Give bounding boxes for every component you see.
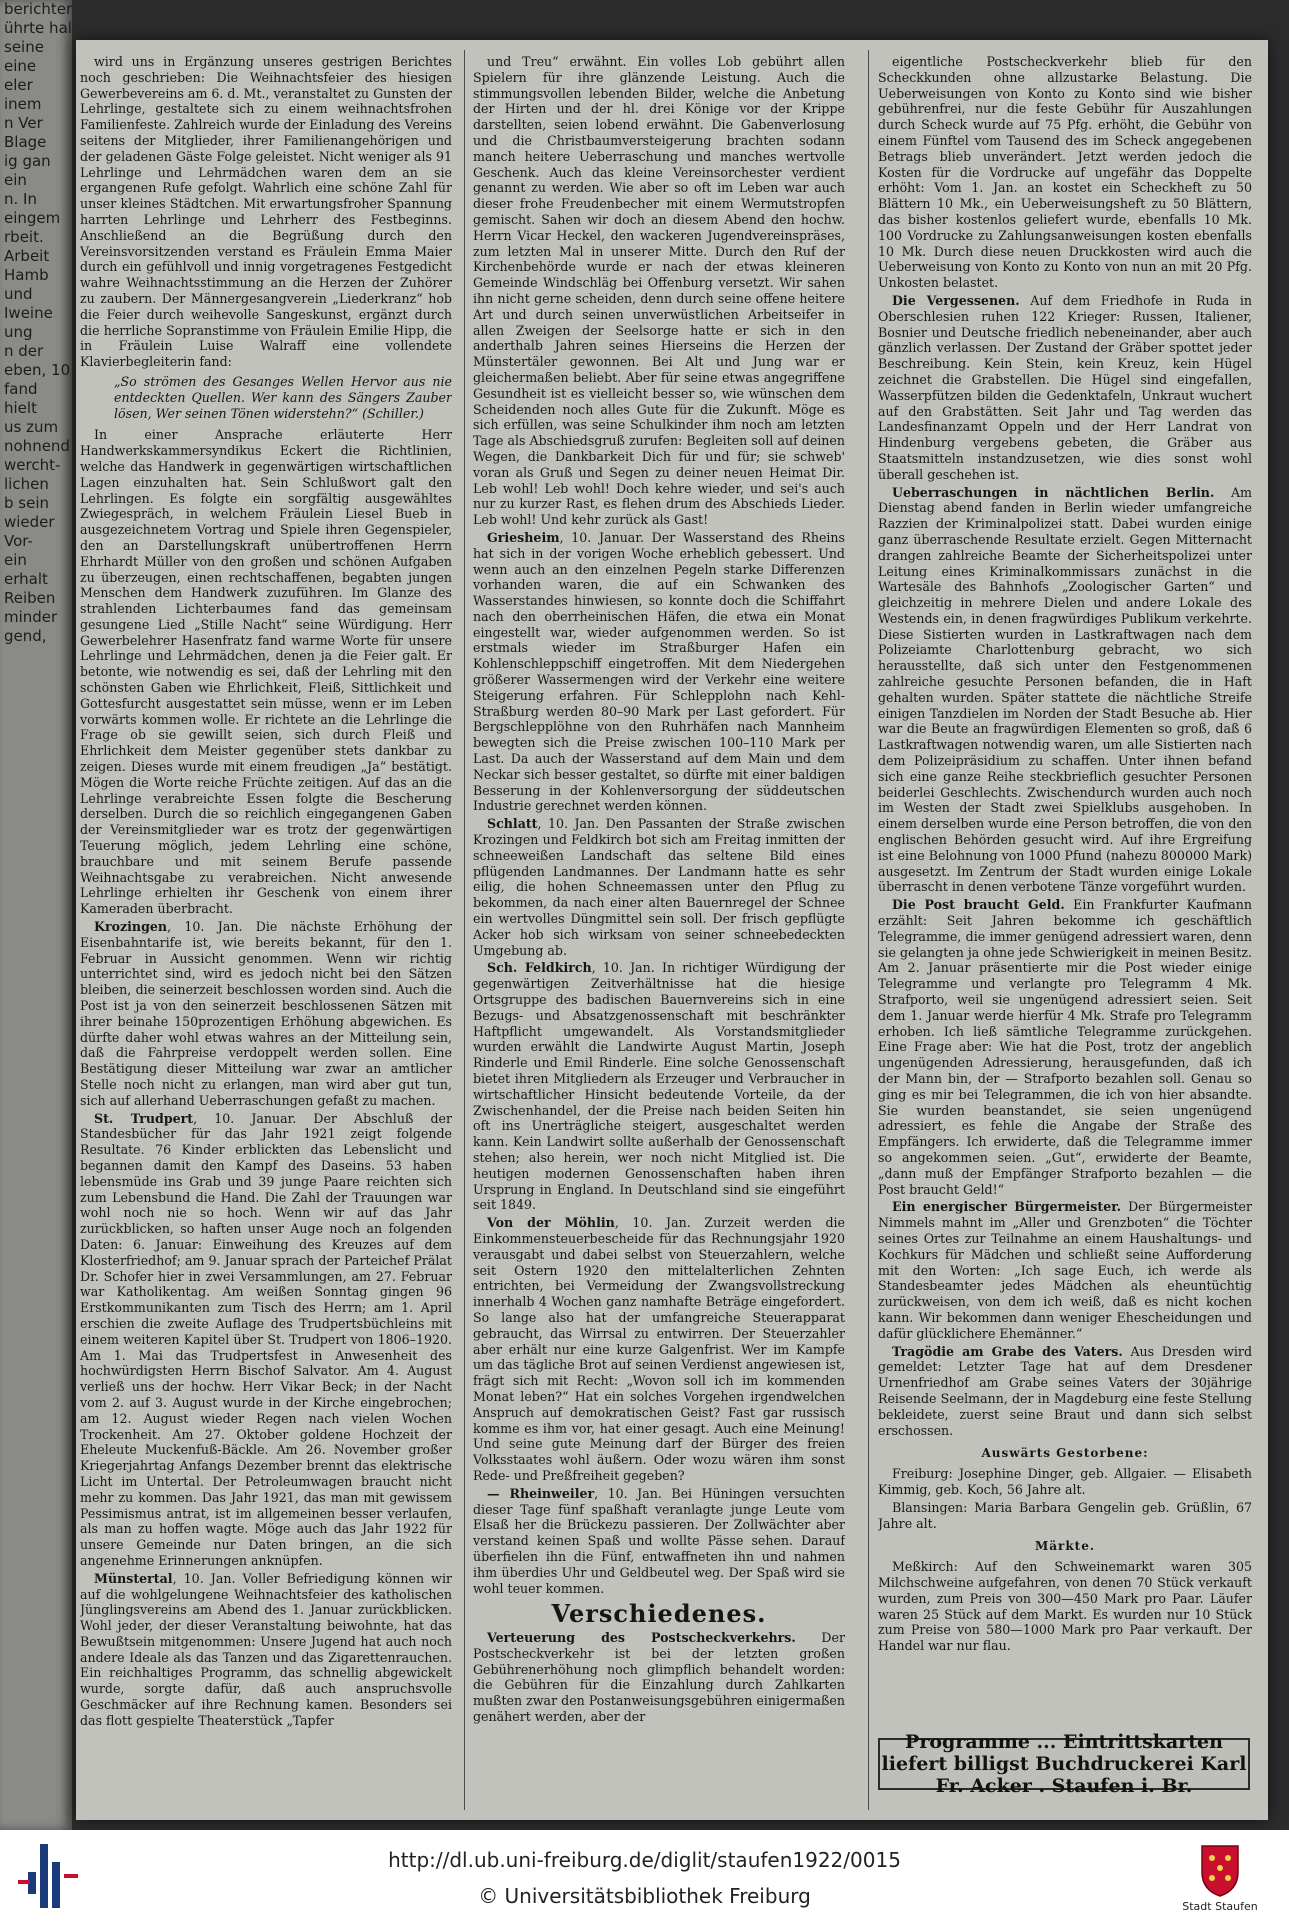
article-paragraph: Von der Möhlin, 10. Jan. Zurzeit werden die Einkommensteuerbescheide für das Rechnungsjahr 1920 verausgabt und dabei selbst von Steuerzahlern, welche seit Ostern 1920 den mittelalterlichen Zehnten entrichten, bei Vermeidung der Zwangsvollstreckung innerhalb 4 Wochen ganz namhafte Beträge eingefordert. So lange also hat der umfangreiche Steuerapparat gebraucht, das Wirrsal zu entwirren. Der Steuerzahler aber erhält nur eine kurze Galgenfrist. Wer im Kampfe um das tägliche Brot auf seinen Verdienst angewiesen ist, frägt sich mit Recht: „Wovon soll ich im kommenden Monat leben?“ Hat ein solches Vorgehen irgendwelchen Anspruch auf demokratischen Geist? Fast gar russisch komme es ihm vor, hat einer gesagt. Auch eine Meinung! Und seine gute Meinung darf der Bürger des freien Volksstaates wohl äußern. Oder wozu wären ihm sonst Rede- und Preßfreiheit gegeben? — [473, 1215, 845, 1483]
margin-text-fragment: Blage — [4, 133, 47, 151]
margin-text-fragment: ührte hal — [4, 19, 72, 37]
margin-text-fragment: ein — [4, 171, 27, 189]
article-headline: Münstertal — [94, 1570, 173, 1586]
advert-text: Programme ... Eintrittskarten liefert billigst Buchdruckerei Karl Fr. Acker . Staufen i. Br. — [881, 1731, 1247, 1797]
article-paragraph: Krozingen, 10. Jan. Die nächste Erhöhung der Eisenbahntarife ist, wie bereits bekannt, für den 1. Februar in Aussicht genommen. Wenn wir richtig unterrichtet sind, wird es jedoch nicht bei den Sätzen bleiben, die seinerzeit beschlossen worden sind. Auch die Post ist ja von den seinerzeit beschlossenen Sätzen mit ihrer beinahe 150prozentigen Erhöhung abgewichen. Es dürfte daher wohl etwas wahres an der Mitteilung sein, daß die Fahrpreise verdoppelt werden sollen. Eine Bestätigung dieser Mitteilung war zwar an amtlicher Stelle noch nicht zu erlangen, man wird aber gut tun, sich auf allerhand Ueberraschungen gefaßt zu machen. — [80, 919, 452, 1108]
article-paragraph: Die Vergessenen. Auf dem Friedhofe in Ruda in Oberschlesien ruhen 122 Krieger: Russen, Italiener, Bosnier und Deutsche friedlich nebeneinander, aber auch gänzlich verlassen. Der Zustand der Gräber spottet jeder Beschreibung. Kein Stein, kein Kreuz, kein Hügel zeichnet die Grabstellen. Die Hügel sind eingefallen, Wasserpfützen bilden die Gedenktafeln, Unkraut wuchert auf den Grabstätten. Seit Jahr und Tag werden das Landesfinanzamt Oppeln und der Herr Landrat von Hindenburg vergebens gebeten, die Gräber aus Staatsmitteln instandzusetzen, wie dies sonst wohl überall geschehen ist. — [878, 292, 1252, 482]
article-paragraph: Griesheim, 10. Januar. Der Wasserstand des Rheins hat sich in der vorigen Woche erheblich gebessert. Und wenn auch an den einzelnen Pegeln starke Differenzen vorhanden waren, die auf ein Schwanken des Wasserstandes hinwiesen, so konnte doch die Schiffahrt nach den oberrheinischen Häfen, die etwa ein Monat eingestellt war, wieder aufgenommen werden. So ist erstmals wieder im Straßburger Hafen ein Kohlenschleppschiff eingetroffen. Mit dem Niedergehen größerer Wassermengen wird der Verkehr eine weitere Steigerung erfahren. Für Schlepplohn nach Kehl-Straßburg werden 80–90 Mark per Last gefordert. Für Bergschlepplöhne von den Ruhrhäfen nach Mannheim bewegten sich die Preise zwischen 100–110 Mark per Last. Da auch der Wasserstand auf dem Main und dem Neckar sich besser gestaltet, so dürfte mit einer baldigen Besserung in der Kohlenversorgung der süddeutschen Industrie gerechnet werden können. — [473, 529, 845, 814]
article-paragraph: Ueberraschungen in nächtlichen Berlin. Am Dienstag abend fanden in Berlin wieder umfangreiche Razzien der Kriminalpolizei statt. Dabei wurden einige ganz überraschende Resultate erzielt. Gegen Mitternacht drangen zahlreiche Beamte der Sicherheitspolizei unter Leitung eines Kriminalkommissars zunächst in die Wartesäle des Bahnhofs „Zoologischer Garten“ und gleichzeitig in mehrere Dielen und andere Lokale des Westends ein, in denen fragwürdiges Publikum verkehrte. Diese Sistierten wurden in Lastkraftwagen nach dem Polizeiamte Charlottenburg gebracht, wo sich herausstellte, daß sich unter den Festgenommenen zahlreiche gesuchte Personen befanden, die in Haft gehalten wurden. Später stattete die nächtliche Streife einigen Tanzdielen im Norden der Stadt Besuche ab. Hier war die Beute an fragwürdigen Elementen so groß, daß 6 Lastkraftwagen notwendig waren, um alle Sistierten nach dem Polizeipräsidium zu schaffen. Unter ihnen befand sich eine ganze Reihe steckbrieflich gesuchter Personen beiderlei Geschlechts. Zwischendurch wurden auch noch im Westen der Stadt zwei Spielklubs ausgehoben. In einem derselben wurde eine Person betroffen, die von den englischen Behörden gesucht wird. Auf ihre Ergreifung ist eine Belohnung von 1000 Pfund (nahezu 800000 Mark) ausgesetzt. Im Zentrum der Stadt wurden einige Lokale überrascht in denen verbotene Tänze vorgeführt wurden. — [878, 484, 1252, 895]
article-headline: Verteuerung des Postscheckverkehrs. — [487, 1630, 796, 1646]
article-paragraph: St. Trudpert, 10. Januar. Der Abschluß der Standesbücher für das Jahr 1921 zeigt folgende Resultate. 76 Kinder erblickten das Lebenslicht und begannen damit den Kampf des Daseins. 53 haben lebensmüde ins Grab und 39 junge Paare reichten sich zum Lebensbund die Hand. Die Zahl der Trauungen war wohl noch nie so hoch. Wenn wir auf das Jahr zurückblicken, so haften unser Auge noch an folgenden Daten: 6. Januar: Einweihung des Kreuzes auf dem Klosterfriedhof; am 9. Januar sprach der Parteichef Prälat Dr. Schofer hier in zwei Versammlungen, am 27. Februar war Katholikentag. Am weißen Sonntag gingen 96 Erstkommunikanten zum Tisch des Herrn; am 1. April erschien die zweite Auflage des Trudpertsbüchleins mit einem weiteren Kapitel über St. Trudpert von 1806–1920. Am 1. Mai das Trudpertsfest in Anwesenheit des hochwürdigsten Herrn Bischof Salvator. Am 4. August verließ uns der hochw. Herr Vikar Beck; in der Nacht vom 2. auf 3. August wurde in der Kirche eingebrochen; am 12. August wieder Regen nach vielen Wochen Trockenheit. Am 27. Oktober goldene Hochzeit der Eheleute Muckenfuß-Bäckle. Am 26. November großer Kriegerjahrtag Anfangs Dezember brennt das elektrische Licht im Untertal. Der Petroleumwagen braucht nicht mehr zu kommen. Das Jahr 1921, das man mit gewissem Pessimismus antrat, ist im allgemeinen besser verlaufen, als man zu hoffen wagte. Möge auch das Jahr 1922 für unsere Gemeinde nur Daten bringen, an die sich angenehme Erinnerungen anknüpfen. — [80, 1110, 452, 1568]
margin-text-fragment: Vor- — [4, 532, 33, 550]
margin-text-fragment: n der — [4, 342, 44, 360]
document-url[interactable]: http://dl.ub.uni-freiburg.de/diglit/staufen1922/0015 — [388, 1848, 901, 1872]
article-paragraph: Ein energischer Bürgermeister. Der Bürgermeister Nimmels mahnt im „Aller und Grenzboten“ die Töchter seines Ortes zur Teilnahme an einem Haushaltungs- und Kochkurs für Mädchen und schließt seine Aufforderung mit den Worten: „Ich sage Euch, ich werde als Standesbeamter jedes Mädchen als eheuntüchtig zurückweisen, von dem ich weiß, daß es nicht kochen kann. Wir bekommen dann weniger Ehescheidungen und dafür glücklichere Ehemänner.“ — [878, 1199, 1252, 1341]
article-headline: Die Vergessenen. — [892, 292, 1020, 308]
margin-text-fragment: ung — [4, 323, 33, 341]
newspaper-page — [76, 40, 1268, 1820]
margin-text-fragment: eingem — [4, 209, 61, 227]
margin-text-fragment: Arbeit — [4, 247, 50, 265]
margin-text-fragment: us zum — [4, 418, 59, 436]
margin-text-fragment: und — [4, 285, 33, 303]
article-paragraph: eigentliche Postscheckverkehr blieb für den Scheckkunden ohne allzustarke Belastung. Die Ueberweisungen von Konto zu Konto sind wie bisher gebührenfrei, nur die feste Gebühr für Auszahlungen durch Scheck wurde auf 75 Pfg. erhöht, die Gebühr von einem Fünftel vom Tausend des im Scheck angegebenen Betrags blieb unverändert. Jetzt werden jedoch die Kosten für die Vordrucke auf ungefähr das Doppelte erhöht: Vom 1. Jan. an kostet ein Scheckheft zu 50 Blättern 10 Mk., ein Ueberweisungsheft zu 50 Blättern, das bisher kostenlos geliefert wurde, ebenfalls 10 Mk. 100 Vordrucke zu Zahlungsanweisungen kosten ebenfalls 10 Mk. Durch diese neuen Druckkosten wird auch die Ueberweisung von Konto zu Konto von nun an mit 20 Pfg. Unkosten belastet. — [878, 54, 1252, 291]
article-headline: Tragödie am Grabe des Vaters. — [892, 1343, 1123, 1359]
article-headline: Schlatt — [487, 816, 538, 832]
article-paragraph: Die Post braucht Geld. Ein Frankfurter Kaufmann erzählt: Seit Jahren bekomme ich geschäftlich Telegramme, die immer genügend adressiert waren, denn sie gelangten ja ohne jede Schwierigkeit in meinen Besitz. Am 2. Januar präsentierte mir die Post wieder einige Telegramme und verlangte pro Telegramm 4 Mk. Strafporto, weil sie ungenügend adressiert seien. Seit dem 1. Januar werde hierfür 4 Mk. Strafe pro Telegramm erhoben. Ich ließ sämtliche Telegramme zurückgehen. Eine Frage aber: Wie hat die Post, trotz der angeblich ungenügenden Adressierung, herausgefunden, daß ich der Mann bin, der — Strafporto bezahlen soll. Genau so ging es mir bei Telegrammen, die ich von hier absandte. Sie wurden beanstandet, sie seien ungenügend adressiert, es fehle die Angabe der Straße des Empfängers. Ich erwiderte, daß die Telegramme immer so angekommen seien. „Gut“, erwiderte der Beamte, „dann muß der Empfänger Strafporto bezahlen — die Post braucht Geld!“ — [878, 897, 1252, 1197]
market-heading: Märkte. — [1034, 1539, 1096, 1554]
article-paragraph: Sch. Feldkirch, 10. Jan. In richtiger Würdigung der gegenwärtigen Zeitverhältnisse hat die hiesige Ortsgruppe des badischen Bauernvereins sich in eine Bezugs- und Absatzgenossenschaft mit beschränkter Haftpflicht umgewandelt. Als Vorstandsmitglieder wurden erwählt die Landwirte August Martin, Joseph Rinderle und Emil Rinderle. Eine solche Genossenschaft bietet ihren Mitgliedern als Erzeuger und Verbraucher in wirtschaftlicher Hinsicht bedeutende Vorteile, da der Zwischenhandel, der die Preise nach beiden Seiten hin oft ins Unerträgliche steigert, ausgeschaltet werden kann. Kein Landwirt sollte außerhalb der Genossenschaft stehen; also herein, wer noch nicht Mitglied ist. Die heutigen modernen Genossenschaften haben ihren Ursprung in England. In Deutschland sind sie eingeführt seit 1849. — [473, 960, 845, 1213]
column-3 — [878, 54, 1252, 1724]
margin-text-fragment: nohnend — [4, 437, 70, 455]
margin-text-fragment: hielt — [4, 399, 37, 417]
column-1 — [80, 54, 452, 1808]
margin-text-fragment: lichen — [4, 475, 49, 493]
margin-text-fragment: eben, 10 — [4, 361, 71, 379]
article-headline: Die Post braucht Geld. — [892, 897, 1065, 913]
article-paragraph: Münstertal, 10. Jan. Voller Befriedigung können wir auf die wohlgelungene Weihnachtsfeier des katholischen Jünglingsvereins am Abend des 1. Januar zurückblicken. Wohl jeder, der dieser Veranstaltung beiwohnte, hat das Bewußtsein mitgenommen: Unsere Jugend hat auch noch andere Ideale als das Tanzen und das Zigarettenrauchen. Ein reichhaltiges Programm, das schnellig abgewickelt wurde, sorgte dafür, daß auch anspruchsvolle Geschmäcker auf ihre Rechnung kamen. Besonders sei das flott gespielte Theaterstück „Tapfer — [80, 1570, 452, 1728]
viewer-footer — [0, 1830, 1289, 1923]
article-paragraph: Tragödie am Grabe des Vaters. Aus Dresden wird gemeldet: Letzter Tage hat auf dem Dresdener Urnenfriedhof am Grabe seines Vaters der 30jährige Reisende Seelmann, der in Magdeburg eine feste Stellung bekleidete, zuerst seine Braut und dann sich selbst erschossen. — [878, 1343, 1252, 1438]
article-headline: Ueberraschungen in nächtlichen Berlin. — [892, 484, 1215, 500]
margin-text-fragment: b sein — [4, 494, 50, 512]
margin-text-fragment: gend, — [4, 627, 47, 645]
article-headline: Von der Möhlin — [487, 1215, 615, 1231]
article-paragraph: In einer Ansprache erläuterte Herr Handwerkskammersyndikus Eckert die Richtlinien, welche das Handwerk in gegenwärtigen wirtschaftlichen Lagen einzuhalten hat. Sein Schlußwort galt den Lehrlingen. Es folgte ein sorgfältig ausgewähltes Zwiegespräch, in welchem Fräulein Liesel Bueb in ausgezeichnetem Vortrag und Spiele ihren Gegenspieler, den an Darstellungskraft unübertroffenen Herrn Ehrhardt Müller von den großen und schönen Aufgaben zu überzeugen, einen rechtschaffenen, begabten jungen Menschen dem Handwerk zuzuführen. Im Glanze des strahlenden Lichterbaumes fand das gemeinsam gesungene Lied „Stille Nacht“ seine Würdigung. Herr Gewerbelehrer Hasenfratz fand warme Worte für unsere Lehrlinge und Lehrmädchen, denen ja die Feier galt. Er betonte, wie notwendig es sei, daß der Lehrling mit den schönsten Gaben wie Ehrlichkeit, Fleiß, Sittlichkeit und Gottesfurcht ausgestattet sein müsse, wenn er im Leben vorwärts kommen wolle. Er richtete an die Lehrlinge die Frage ob sie gewillt seien, sich durch Fleiß und Ehrlichkeit dem Meister gegenüber stets dankbar zu zeigen. Dieses wurde mit einem freudigen „Ja“ bestätigt. Mögen die Worte reiche Früchte zeitigen. Auf das an die Lehrlinge verabreichte Essen folgte die Bescherung derselben. Durch die so reichlich eingegangenen Gaben der Vereinsmitglieder war es trotz der gegenwärtigen Teuerung möglich, jedem Lehrling eine schöne, brauchbare und mit seinem Berufe passende Weihnachtsgabe zu verabreichen. Nicht anwesende Lehrlinge erhielten ihr Geschenk von einem ihrer Kameraden überbracht. — [80, 427, 452, 917]
article-headline: Griesheim — [487, 529, 560, 545]
print-shop-advert — [878, 1731, 1250, 1797]
margin-text-fragment: eine — [4, 57, 37, 75]
margin-text-fragment: wercht- — [4, 456, 61, 474]
city-coat-of-arms-icon — [1180, 1842, 1260, 1898]
margin-text-fragment: erhalt — [4, 570, 48, 588]
column-2 — [473, 54, 845, 1808]
margin-text-fragment: n Ver — [4, 114, 43, 132]
article-headline: Sch. Feldkirch — [487, 960, 592, 976]
article-paragraph: — Rheinweiler, 10. Jan. Bei Hüningen versuchten dieser Tage fünf spaßhaft veranlagte junge Leute vom Elsaß her die Brückezu passieren. Der Zollwächter aber verstand keinen Spaß und wollte Pässe sehen. Darauf überfielen ihn die Fünf, entwaffneten ihn und nahmen ihm überdies Uhr und Geldbeutel weg. Der Spaß wird sie wohl teuer kommen. — [473, 1485, 845, 1596]
article-paragraph: wird uns in Ergänzung unseres gestrigen Berichtes noch geschrieben: Die Weihnachtsfeier des hiesigen Gewerbevereins am 6. d. Mt., veranstaltet zu Gunsten der Lehrlinge, gestaltete sich zu einem weihnachtsfrohen Familienfeste. Zahlreich wurde der Einladung des Vereins seitens der Mitglieder, ihrer Familienangehörigen und der geladenen Gäste Folge geleistet. Nicht weniger als 91 Lehrlinge und Lehrmädchen waren dem an sie ergangenen Rufe gefolgt. Wahrlich eine schöne Zahl für unser kleines Städtchen. Mit erwartungsfroher Spannung harrten Lehrlinge und Lehrherr des Festbeginns. Anschließend an die Begrüßung durch den Vereinsvorsitzenden verstand es Fräulein Emma Maier durch ein gefühlvoll und innig vorgetragenes Festgedicht wahre Weihnachtsstimmung an die Herzen der Zuhörer zu zaubern. Der Männergesangverein „Liederkranz“ hob die Feier durch weihevolle Sangeskunst, ergänzt durch die herrliche Sopranstimme von Fräulein Emilie Hipp, die in Fräulein Luise Walraff eine vollendete Klavierbegleiterin fand: — [80, 54, 452, 370]
article-paragraph: Verteuerung des Postscheckverkehrs. Der Postscheckverkehr ist bei der letzten großen Gebührenerhöhung noch glimpflich behandelt worden: die Gebühren für die Einzahlung durch Zahlkarten mußten zwar den Postanweisungsgebühren einigermaßen genähert werden, aber der — [473, 1630, 845, 1725]
column-divider — [464, 50, 465, 1810]
article-headline: Ein energischer Bürgermeister. — [892, 1199, 1122, 1215]
margin-text-fragment: ig gan — [4, 152, 51, 170]
margin-text-fragment: wieder — [4, 513, 55, 531]
margin-text-fragment: seine — [4, 38, 44, 56]
section-title: Verschiedenes. — [551, 1599, 767, 1629]
margin-text-fragment: Reiben — [4, 589, 56, 607]
market-report: Meßkirch: Auf den Schweinemarkt waren 305 Milchschweine aufgefahren, von denen 70 Stück verkauft wurden, zum Preis von 300—450 Mark pro Paar. Läufer waren 25 Stück auf dem Markt. Es wurden nur 10 Stück zum Preise von 580—1000 Mark pro Paar verkauft. Der Handel war nur flau. — [878, 1559, 1252, 1654]
city-logo — [1180, 1842, 1260, 1918]
margin-text-fragment: ein — [4, 551, 27, 569]
obituary-entry: Freiburg: Josephine Dinger, geb. Allgaier. — Elisabeth Kimmig, geb. Koch, 56 Jahre alt. — [878, 1466, 1252, 1497]
column-divider — [868, 50, 869, 1810]
article-headline: Krozingen — [94, 919, 168, 935]
article-paragraph: Schlatt, 10. Jan. Den Passanten der Straße zwischen Krozingen und Feldkirch bot sich am Freitag inmitten der schneeweißen Landschaft das seltene Bild eines pflügenden Landmannes. Der Landmann hatte es sehr eilig, die hohen Schneemassen unter den Pflug zu bekommen, da nach einer alten Bauernregel der Schnee ein wertvolles Düngmittel sein soll. Der frisch gepflügte Acker hob sich wirksam von seiner schneebedeckten Umgebung ab. — [473, 816, 845, 958]
city-label: Stadt Staufen — [1182, 1900, 1258, 1913]
article-paragraph: und Treu“ erwähnt. Ein volles Lob gebührt allen Spielern für ihre glänzende Leistung. Auch die stimmungsvollen lebenden Bilder, welche die Anbetung der Hirten und der hl. drei Könige vor der Krippe darstellten, seien lobend erwähnt. Die Gabenverlosung und die Christbaumversteigerung brachten sodann manch heitere Ueberraschung und manches wertvolle Geschenk. Auch das kleine Vereinsorchester verdient genannt zu werden. Wie aber so oft im Leben war auch dieser frohe Freudenbecher mit einem Wermutstropfen gemischt. Sahen wir doch an diesem Abend den hochw. Herrn Vicar Heckel, den wackeren Jugendvereinspräses, zum letzten Mal in unserer Mitte. Durch den Ruf der Kirchenbehörde wurde er nach der etwas kleineren Gemeinde Windschläg bei Offenburg versetzt. Wir sahen ihn nicht gerne scheiden, denn durch seine offene heitere Art und durch seinen unverwüstlichen Arbeitseifer in allen Zweigen der Seelsorge hatte er sich in den anderthalb Jahren seines Hierseins die Herzen der Münstertäler gewonnen. Bei Alt und Jung war er gleichermaßen beliebt. Aber für seine etwas angegriffene Gesundheit ist es vielleicht besser so, wie wünschen dem Scheidenden noch alles Gute für die Zukunft. Möge es sich erfüllen, was seine Schulkinder ihm noch am letzten Tage als Abschiedsgruß zurufen: Begleiten soll auf deinen Wegen, die Dankbarkeit Dich für und für; sie schweb' voran als Gruß und Segen zu deiner neuen Heimat Dir. Leb wohl! Leb wohl! Doch kehre wieder, und sei's auch nur zu kurzer Rast, es flehen drum des Abschieds Lieder. Leb wohl! Und kehr zurück als Gast! — [473, 54, 845, 528]
previous-page-strip — [0, 0, 72, 1830]
margin-text-fragment: fand — [4, 380, 38, 398]
margin-text-fragment: inem — [4, 95, 42, 113]
article-headline: St. Trudpert — [94, 1110, 194, 1126]
obituary-entry: Blansingen: Maria Barbara Gengelin geb. Grüßlin, 67 Jahre alt. — [878, 1499, 1252, 1531]
obituary-heading: Auswärts Gestorbene: — [981, 1446, 1149, 1461]
copyright-notice: © Universitätsbibliothek Freiburg — [478, 1884, 811, 1908]
poem-verse: „So strömen des Gesanges Wellen Hervor aus nie entdeckten Quellen. Wer kann des Sängers Zauber lösen, Wer seinen Tönen widerstehn?“ (Schiller.) — [114, 373, 452, 421]
article-headline: — Rheinweiler — [487, 1485, 595, 1501]
margin-text-fragment: Hamb — [4, 266, 49, 284]
margin-text-fragment: berichter — [4, 0, 72, 18]
margin-text-fragment: n. In — [4, 190, 37, 208]
margin-text-fragment: eler — [4, 76, 33, 94]
margin-text-fragment: rbeit. — [4, 228, 44, 246]
margin-text-fragment: minder — [4, 608, 58, 626]
margin-text-fragment: Iweine — [4, 304, 53, 322]
